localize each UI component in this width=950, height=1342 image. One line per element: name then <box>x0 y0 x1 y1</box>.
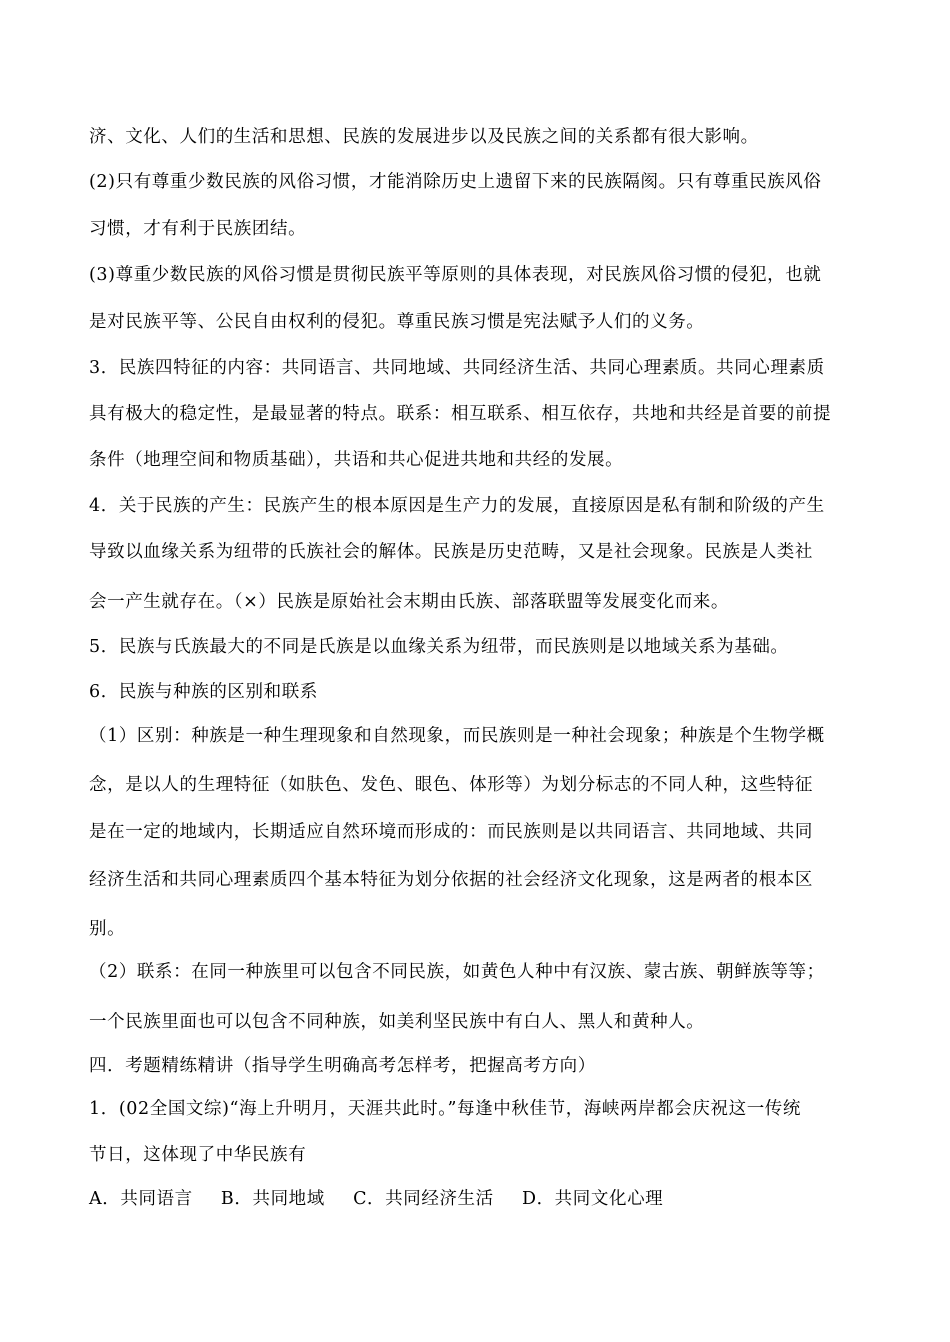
text-line: 4．关于民族的产生：民族产生的根本原因是生产力的发展，直接原因是私有制和阶级的产生 <box>89 496 825 516</box>
question-text: 1．(02全国文综)“海上升明月，天涯共此时。”每逢中秋佳节，海峡两岸都会庆祝这一传统 <box>89 1099 801 1119</box>
option-c: C．共同经济生活 <box>353 1189 494 1209</box>
text-line: 一个民族里面也可以包含不同种族，如美利坚民族中有白人、黑人和黄种人。 <box>89 1012 705 1032</box>
text-line: 6．民族与种族的区别和联系 <box>89 682 318 702</box>
text-line: （2）联系：在同一种族里可以包含不同民族，如黄色人种中有汉族、蒙古族、朝鲜族等等； <box>89 962 825 982</box>
option-a: A．共同语言 <box>89 1189 193 1209</box>
text-line: 是在一定的地域内，长期适应自然环境而形成的：而民族则是以共同语言、共同地域、共同 <box>89 822 813 842</box>
text-line: 是对民族平等、公民自由权利的侵犯。尊重民族习惯是宪法赋予人们的义务。 <box>89 312 705 332</box>
text-line: 条件（地理空间和物质基础），共语和共心促进共地和共经的发展。 <box>89 450 624 470</box>
text-line: (2)只有尊重少数民族的风俗习惯，才能消除历史上遗留下来的民族隔阂。只有尊重民族风俗 <box>89 172 822 192</box>
text-line: 导致以血缘关系为纽带的氏族社会的解体。民族是历史范畴，又是社会现象。民族是人类社 <box>89 542 813 562</box>
section-heading: 四．考题精练精讲（指导学生明确高考怎样考，把握高考方向） <box>89 1056 596 1076</box>
text-line: 具有极大的稳定性，是最显著的特点。联系：相互联系、相互依存，共地和共经是首要的前提 <box>89 404 832 424</box>
text-line: (3)尊重少数民族的风俗习惯是贯彻民族平等原则的具体表现，对民族风俗习惯的侵犯，也就 <box>89 265 822 285</box>
text-line: 习惯，才有利于民族团结。 <box>89 219 307 239</box>
answer-options <box>89 1187 879 1211</box>
text-line: 别。 <box>89 919 126 939</box>
option-b: B．共同地域 <box>220 1189 325 1209</box>
question-text: 节日，这体现了中华民族有 <box>89 1145 307 1165</box>
text-line: 3．民族四特征的内容：共同语言、共同地域、共同经济生活、共同心理素质。共同心理素质 <box>89 358 825 378</box>
text-line: 5．民族与氏族最大的不同是氏族是以血缘关系为纽带，而民族则是以地域关系为基础。 <box>89 637 789 657</box>
text-line: 经济生活和共同心理素质四个基本特征为划分依据的社会经济文化现象，这是两者的根本区 <box>89 870 813 890</box>
text-line: 会一产生就存在。（×）民族是原始社会末期由氏族、部落联盟等发展变化而来。 <box>89 592 730 612</box>
option-d: D．共同文化心理 <box>521 1189 664 1209</box>
text-line: 济、文化、人们的生活和思想、民族的发展进步以及民族之间的关系都有很大影响。 <box>89 127 759 147</box>
text-line: 念，是以人的生理特征（如肤色、发色、眼色、体形等）为划分标志的不同人种，这些特征 <box>89 775 813 795</box>
text-line: （1）区别：种族是一种生理现象和自然现象，而民族则是一种社会现象；种族是个生物学概 <box>89 726 825 746</box>
